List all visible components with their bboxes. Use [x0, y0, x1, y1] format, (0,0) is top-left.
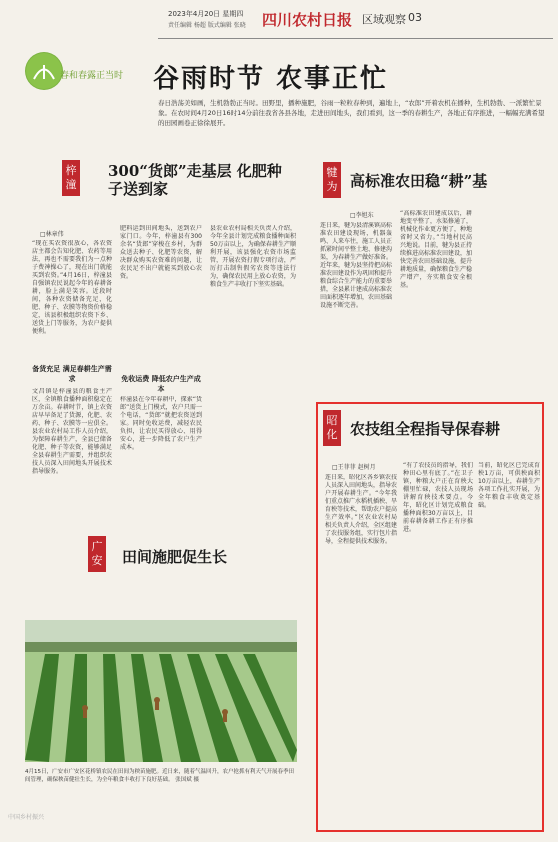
article-body-zhaohua-col1: 连日来，昭化区各乡镇农技人员深入田间地头，指导农户开展春耕生产。“今年我们重点推广水稻机插秧、旱育秧等技术，帮助农户提高生产效率。”区农业农村局相关负责人介绍，全区组建了农技服务组，实行包片指导，全程提供技术服务。	[325, 474, 397, 545]
banner-tag: 春和春露正当时	[60, 71, 124, 81]
place-kicker-zhaohua: 昭化	[323, 410, 341, 446]
article-body-jianwei-col1: 连日来，犍为县清溪镇高标准农田建设现场，机器轰鸣、人来车往，施工人员正抓紧时间平整土地、修建沟渠，为春耕生产做好准备。近年来，犍为县坚持把高标准农田建设作为巩固和提升粮食综合生产能力的重要举措，全县累计建成高标准农田面积逐年增加，农田基础设施不断完善。	[320, 222, 392, 309]
masthead	[0, 0, 558, 44]
article-body-zitong-col2b: 梓潼县在今年春耕中，探索“货郎”送货上门模式，农户只需一个电话，“货郎”就把农资送到家。同时免收运费，减轻农民负担，让农民买得放心、用得安心，进一步降低了农户生产成本。	[120, 396, 202, 451]
article-body-jianwei-col3	[478, 210, 546, 394]
article-body-zitong-col3: 县农业农村局相关负责人介绍，今年全县计划完成粮食播种面积50万亩以上，为确保春耕生产顺利开展，该县强化农资市场监管，开展农资打假专项行动，严厉打击制售假劣农资等违法行为，确保农民用上放心农资，为粮食生产丰收打下坚实基础。	[210, 225, 296, 288]
article-title-jianwei: 高标准农田稳“耕”基	[350, 172, 488, 190]
byline-zitong: □林章伟	[40, 231, 64, 238]
article-body-zitong-col2: 肥料运到田间地头，送到农户家门口。今年，梓潼县有300余名“货郎”穿梭在乡村，为群众送去种子、化肥等农资，解决群众购买农资难的问题，让农民足不出户就能买到放心农资。	[120, 225, 202, 280]
lead-paragraph: 春日浩荡美如画，生机勃勃正当时。田野里，播种施肥，谷雨一粒粒春种到，遍地上，“农郎”开着农机在播种，生机勃勃、一派繁忙景象。在农时间4月20日16时14分前往我省各县各地，走进田间地头，我们看到，这一季的春耕生产，各地正有序推进，一幅幅充满希望的田园画卷正徐徐展开。	[158, 99, 545, 127]
byline-zhaohua: □王菲菲 赵树月	[332, 464, 376, 471]
page-number: 03	[408, 11, 422, 24]
article-body-zhaohua-col2: “有了农技员的指导，我们种田心里有底了。”在卫子镇，种粮大户正在育秧大棚里忙碌，农技人员现场讲解育秧技术要点。今年，昭化区计划完成粮食播种面积30万亩以上，目前春耕备耕工作正有序推进。	[403, 462, 473, 533]
spring-logo-icon	[25, 52, 63, 90]
newspaper-name: 四川农村日报	[262, 11, 353, 29]
article-title-zitong: 300“货郎”走基层 化肥种子送到家	[108, 162, 282, 198]
article-body-zitong-col1b: 文昌镇是梓潼县的粮食主产区，全镇粮食播种面积稳定在万余亩。春耕时节，镇上农资店早早备足了货源，化肥、农药、种子、农膜等一应俱全。县农业农村局工作人员介绍，为保障春耕生产，全县已储备化肥、种子等农资，能够满足全县春耕生产需要，并组织农技人员深入田间地头开展技术指导服务。	[32, 388, 112, 475]
field-fertilizing-photo	[25, 620, 297, 762]
article-title-zhaohua: 农技组全程指导保春耕	[350, 420, 501, 438]
issue-date: 2023年4月20日 星期四	[168, 10, 244, 18]
place-kicker-guangan: 广安	[88, 536, 106, 572]
subhead-zitong-1: 备货充足 满足春耕生产需求	[32, 365, 112, 383]
watermark: 中国乡村振兴	[8, 814, 45, 821]
article-body-zhaohua-col3: 当前，昭化区已完成育秧1万亩，可供秧面积10万亩以上，春耕生产各项工作扎实开展，为全年粮食丰收奠定基础。	[478, 462, 540, 509]
byline-jianwei: □李旭东	[350, 212, 374, 219]
photo-caption: 4月15日，广安市广安区花桥镇农民在田间为秧苗施肥。近日来，随着气温回升，农户抢抓有利天气开展春季田间管理，确保秧苗健壮生长，为全年粮食丰收打下良好基础。 张国斌 摄	[25, 769, 295, 783]
section-name: 区域观察	[362, 13, 406, 26]
article-body-zitong-col1: “现在买农资很放心，各农资店主都会告知化肥、农药等用法，再也不需要我们为一点种子费神操心了，现在出门就能买到农资。”4月16日，梓潼县自强镇农民说起今年的春耕备耕，脸上满是笑容。近段时间，各种农资储备充足，化肥、种子、农膜等物资价格稳定，该县积极组织农资下乡、送货上门等服务，为农户提供便利。	[32, 240, 112, 335]
subhead-zitong-2: 免收运费 降低农户生产成本	[121, 375, 201, 393]
article-title-guangan: 田间施肥促生长	[122, 548, 228, 566]
place-kicker-zitong: 梓潼	[62, 160, 80, 196]
article-body-jianwei-col2: “高标准农田建成以后，耕地变平整了，水渠修通了，机械化作业更方便了，种地省时又省力。”当地村民高兴地说。目前，犍为县正持续推进高标准农田建设，加快完善农田基础设施，提升耕地质量，确保粮食生产稳产增产，夯实粮食安全根基。	[400, 210, 472, 289]
page-title: 谷雨时节 农事正忙	[153, 64, 389, 94]
editor-line: 责任编辑 杨超 版式编辑 张晓	[168, 22, 246, 29]
masthead-rule	[158, 38, 553, 39]
place-kicker-jianwei: 犍为	[323, 162, 341, 198]
